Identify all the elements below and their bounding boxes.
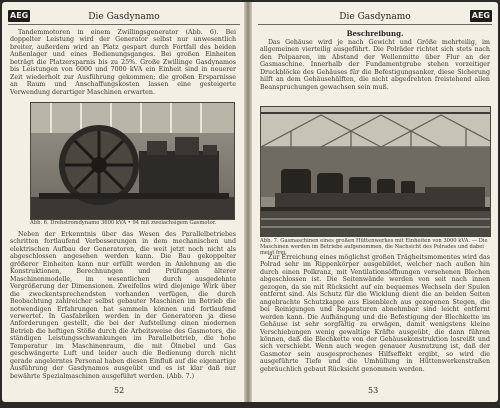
left-body-paragraph — [10, 231, 236, 379]
figure-7-caption: Abb. 7. Gasmaschinen eines großen Hüttenwerkes mit Einheiten von 3000 kVA. — Die Maschinen werden im Betriebe aufgenommen, die Nachsicht des Polrades und dabei meist frei. — [260, 238, 488, 256]
left-body-text: Neben der Erkenntnis über das Wesen des Parallelbetriebes schritten fortlaufend Verbesserungen in dem mechanischen und elektrischen Aufbau der Generatoren, die weit jetzt noch nicht als abgeschlossen angesehen werden kann. Die Bau gekoppelter größerer Einheiten kann nur erfüllt werden in Anlehnung an die Konstruktionen, Berechnungen und Prüfungen älterer Maschinenmodelle, im wesentlichen durch ausgedehnte Vergrößerung der Dimensionen. Zweifellos wird diejenige Wirk über die zweckentsprechendsten vorhanden verfügen, die durch Beobachtung zahlreicher selbst gebauter Maschinen im Betrieb die notwendigen Erfahrungen hat sammeln können und fortlaufend verwertet. In Gasfabriken werden in der Generatoren ja diese Anforderungen gestellt, die bei der Aufstellung einen modernen Betrieb die heftigen Stöße durch die Arbeitsweise des Gasmotors, die ständigen Leistungsschwankungen im Parallelbetrieb, die hohe Temperatur im Maschinenraum, die mit Ölnebel und Gas geschwängerte Luft und leider auch die Bedienung durch nicht gerade angelerntes Personal haben diesen Einfluß auf die eigenartige Ausführung der Gasdynamos ausgeübt und es ist klar daß nur bewährte Spezialmaschinen ausgeführt werden. (Abb. 7.) — [10, 231, 236, 380]
figure-6-caption: Abb. 6. Drehstromdynamo 3600 kVA • 94 mit zweiachsigem Gasmotor. — [30, 220, 217, 226]
right-body-text: Zur Erreichung eines möglichst großen Trägheitsmomentes wird das Polrad sehr im Rippenkörper ausgebildet, welcher nach außen hin durch einen Polkranz, mit Ventilationsöffnungen versehenen Blechen abgeschlossen ist. Die Seitenwände werden von seit nach innen gezogen, da sie mit Rücksicht auf ein bequemes Wechseln der Spulen entfernt sind. Als Schutz für die Wicklung dient die an beiden Seiten angebrachte Schutzkappe aus Eisenblech aus gezogenen Stegen, die bei Reinigungen und Reparaturen abnehmbar sind leicht entfernt werden kann. Die Aufhängung und die Befestigung der Blechkette im Gehäuse ist sehr sorgfältig zu erwägen, damit wenigstens kleine Verschiebungen wenig gewaltige Kräfte ausgeübt, die dann führen können, daß die Blechkette von der Gehäusekonstruktion losreißt und sich verschiebt. Wenn auch wegen genauer Ausnutzung ist, daß der Gasmotor sein ausgesprochenes Hilfseffekt ergibt, so wird die ausgeführte Tiefe und die Umhüllung in Hüttenwerkenstraßen gebräuchlich gebaut Rücksicht genommen werden. — [260, 254, 490, 373]
running-title: Die Gasdynamo — [339, 12, 411, 22]
right-top-text: Das Gehäuse wird je nach Gewicht und Größe mehrteilig, im allgemeinen vierteilig ausgeführt. Die Polräder richtet sich stets nach den Polpaaren, im Abstand der Wellenmitte über Flur an der Gasmaschine. Innerhalb der Fundamentgrube stehen vorzeitiger Druckblöcke des Gehäuses für die Befestigungsanker, diese Sicherung hilft an dem Gehäusehälften, die nicht abgedrehten freistehend allen Beanspruchungen gewachsen sein muß. — [260, 39, 490, 91]
aeg-logo: AEG — [10, 11, 29, 20]
header-rule — [258, 24, 492, 25]
page-number-left: 52 — [114, 386, 125, 395]
left-page — [2, 2, 244, 402]
right-page — [252, 2, 498, 402]
left-page-header — [8, 10, 240, 24]
right-body-paragraph — [260, 254, 490, 382]
left-top-text: Tandemmotoren in einem Zwillingsgenerator (Abb. 6). Bei doppelter Leistung wird der Generator selbst nur unwesentlich breiter, außerdem wird an Platz gespart durch Fortfall des beiden Außenlager und eines Bedienungsganges. Bei großen Einheiten beträgt die Platzersparnis bis zu 25%. Große Zwillinge Gasdynamos bis Leistungen von 6000 und 7000 kVA ein Einheit sind in neuerer Zeit wiederholt zur Ausführung gekommen; die großen Ersparnisse an Raum und Anschaffungskosten lassen eine gesteigerte Verwendung derartiger Maschinen erwarten. — [10, 29, 236, 96]
running-title: Die Gasdynamo — [88, 12, 160, 22]
page-number-right: 53 — [368, 386, 379, 395]
header-rule — [8, 24, 240, 25]
right-top-paragraph — [260, 39, 490, 99]
gas-engine-hall-image — [261, 107, 490, 236]
aeg-logo: AEG — [471, 11, 490, 20]
left-top-paragraph — [10, 29, 236, 95]
book-gutter — [244, 2, 252, 402]
figure-6-photo — [30, 102, 235, 220]
section-heading: Beschreibung. — [346, 29, 404, 38]
right-page-header — [258, 10, 492, 24]
figure-7-photo — [260, 106, 491, 237]
twin-gas-dynamo-image — [31, 103, 234, 219]
